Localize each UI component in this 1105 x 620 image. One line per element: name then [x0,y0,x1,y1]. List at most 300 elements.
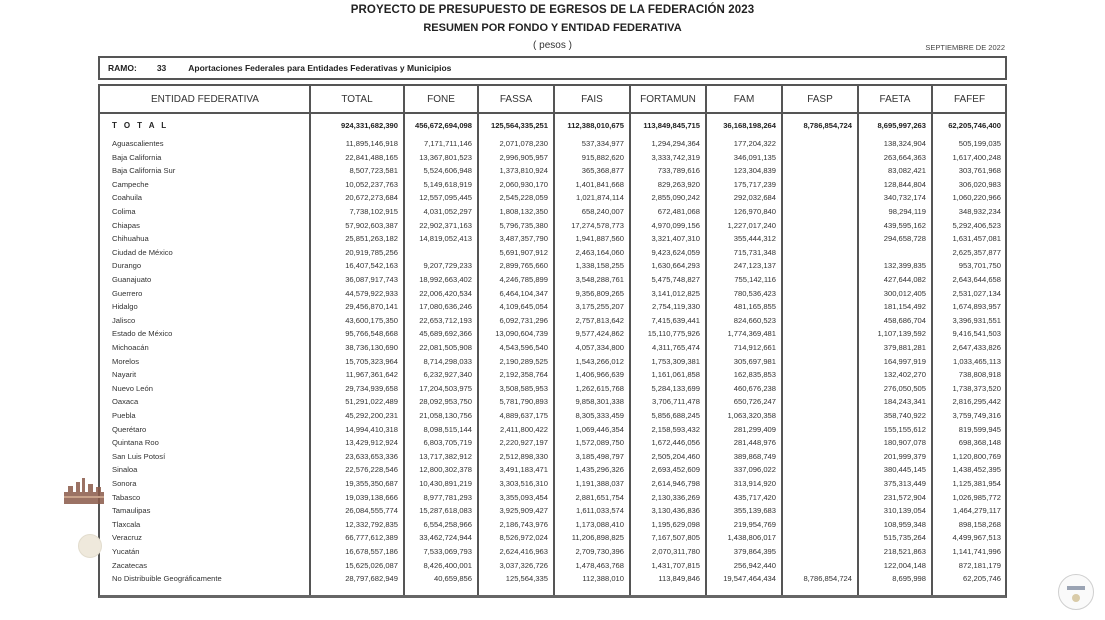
amount-cell: 218,521,863 [883,547,926,556]
amount-cell: 1,173,088,410 [575,519,624,529]
amount-cell: 3,925,909,427 [499,506,548,516]
amount-cell: 1,774,369,481 [727,329,776,339]
amount-cell: 126,970,840 [733,207,776,216]
amount-cell: 1,674,893,957 [952,302,1001,312]
column-header: FASP [807,93,833,105]
amount-cell: 15,110,775,926 [647,329,700,339]
amount-cell [782,477,852,490]
amount-cell: 18,992,663,402 [419,275,472,284]
entity-name-cell: Yucatán [112,547,140,556]
amount-cell: 15,705,323,964 [345,356,398,366]
amount-cell: 1,631,457,081 [952,234,1001,244]
amount-cell [782,518,852,531]
amount-cell: 138,324,904 [883,139,926,148]
table-row [100,259,1005,272]
amount-cell: 2,220,927,197 [499,438,548,448]
table-row [100,545,1005,558]
amount-cell: 3,706,711,478 [652,397,700,407]
entity-name-cell: Jalisco [112,315,136,325]
amount-cell: 5,856,688,245 [651,411,700,420]
table-row [100,491,1005,504]
table-row [100,518,1005,531]
table-row [100,531,1005,544]
amount-cell: 7,167,507,805 [651,533,700,543]
table-row [100,463,1005,476]
amount-cell: 305,697,981 [733,356,776,366]
amount-cell: 9,423,624,059 [651,247,700,257]
amount-cell: 231,572,904 [883,492,926,502]
entity-name-cell: Sinaloa [112,465,138,475]
entity-name-cell: Puebla [112,411,136,420]
amount-cell: 1,438,806,017 [727,533,776,543]
amount-cell: 66,777,612,389 [345,533,398,543]
amount-cell: 19,355,350,687 [345,479,398,488]
ramo-description: Aportaciones Federales para Entidades Federativas y Municipios [188,63,452,73]
amount-cell: 22,081,505,908 [419,343,472,352]
amount-cell: 112,388,010 [582,574,624,584]
amount-cell: 7,738,102,915 [349,207,398,216]
total-row [100,119,1005,132]
amount-cell: 12,332,792,835 [345,519,398,529]
amount-cell: 2,190,289,525 [499,356,548,366]
entity-name-cell: Michoacán [112,343,149,352]
amount-cell: 3,396,931,551 [952,315,1001,325]
entity-name-cell: Ciudad de México [112,247,173,257]
amount-cell: 113,849,845,715 [643,121,700,130]
entity-name-cell: Chihuahua [112,234,149,244]
amount-cell: 2,881,651,754 [575,492,624,502]
amount-cell: 3,548,288,761 [575,275,624,284]
amount-cell: 83,082,421 [887,166,926,176]
document-subtitle: RESUMEN POR FONDO Y ENTIDAD FEDERATIVA [423,22,682,34]
amount-cell: 3,130,436,836 [651,506,700,516]
amount-cell: 162,835,853 [733,370,776,380]
amount-cell: 1,941,887,560 [575,234,624,244]
amount-cell: 43,600,175,350 [345,315,398,325]
amount-cell: 38,736,130,690 [345,343,398,352]
amount-cell: 45,689,692,366 [419,329,472,339]
amount-cell: 8,305,333,459 [575,411,624,420]
amount-cell [782,423,852,436]
amount-cell: 13,367,801,523 [419,152,472,162]
amount-cell: 310,139,054 [883,506,926,516]
amount-cell: 8,977,781,293 [423,492,472,502]
amount-cell: 380,445,145 [883,465,926,475]
table-row [100,572,1005,585]
amount-cell [782,137,852,150]
amount-cell: 2,411,800,422 [500,424,548,434]
amount-cell [404,246,472,259]
amount-cell: 201,999,379 [883,451,926,461]
amount-cell [782,395,852,408]
amount-cell: 755,142,116 [734,275,776,284]
amount-cell: 8,098,515,144 [423,424,472,434]
amount-cell: 13,429,912,924 [345,438,398,448]
amount-cell: 177,204,322 [733,139,776,148]
amount-cell: 17,274,578,773 [571,220,624,230]
amount-cell: 98,294,119 [888,207,926,216]
table-row [100,368,1005,381]
amount-cell: 337,096,022 [733,465,776,475]
column-header: FASSA [499,93,533,105]
amount-cell: 33,462,724,944 [419,533,472,543]
amount-cell: 953,701,750 [958,261,1001,271]
table-row [100,300,1005,313]
amount-cell: 1,141,741,996 [952,547,1001,556]
amount-cell: 14,994,410,318 [345,424,398,434]
amount-cell: 36,168,198,264 [723,121,776,130]
amount-cell: 181,154,492 [883,302,926,312]
amount-cell: 184,243,341 [883,397,926,407]
amount-cell: 6,554,258,966 [423,519,472,529]
table-row [100,205,1005,218]
table-row [100,232,1005,245]
amount-cell: 19,547,464,434 [723,574,776,584]
amount-cell: 3,321,407,310 [651,234,700,244]
amount-cell: 281,448,976 [733,438,776,448]
table-row [100,287,1005,300]
amount-cell: 6,232,927,340 [423,370,472,380]
amount-cell: 650,726,247 [733,397,776,407]
amount-cell: 2,060,930,170 [499,179,548,189]
amount-cell: 3,355,093,454 [499,492,548,502]
amount-cell: 2,158,593,432 [651,424,700,434]
amount-cell: 1,060,220,966 [952,193,1001,203]
amount-cell: 44,579,922,933 [345,288,398,298]
amount-cell [782,191,852,204]
entity-name-cell: No Distribuible Geográficamente [112,574,222,584]
amount-cell: 123,304,839 [733,166,776,176]
table-row [100,219,1005,232]
amount-cell: 180,907,078 [883,438,926,448]
amount-cell: 824,660,523 [733,315,776,325]
amount-cell: 132,402,270 [883,370,926,380]
amount-cell: 10,052,237,763 [345,179,398,189]
amount-cell [782,246,852,259]
amount-cell: 1,431,707,815 [651,560,700,570]
amount-cell: 1,808,132,350 [499,207,548,216]
amount-cell: 17,080,636,246 [419,302,472,312]
entity-name-cell: Zacatecas [112,560,148,570]
amount-cell [782,327,852,340]
entity-name-cell: Morelos [112,356,140,366]
amount-cell: 2,754,119,330 [652,302,700,312]
amount-cell: 13,717,382,912 [419,451,472,461]
amount-cell: 28,092,953,750 [419,397,472,407]
amount-cell [782,559,852,572]
amount-cell: 1,611,033,574 [576,506,624,516]
amount-cell: 6,092,731,296 [499,315,548,325]
entity-name-cell: Quintana Roo [112,438,159,448]
amount-cell: 2,855,090,242 [651,193,700,203]
amount-cell: 1,672,446,056 [651,438,700,448]
amount-cell: 7,171,711,146 [424,139,472,148]
amount-cell: 17,204,503,975 [419,383,472,393]
amount-cell: 2,614,946,798 [651,479,700,488]
amount-cell: 8,714,298,033 [423,356,472,366]
amount-cell: 1,338,158,255 [575,261,624,271]
amount-cell: 23,633,653,336 [345,451,398,461]
amount-cell: 505,199,035 [958,139,1001,148]
amount-cell: 1,195,629,098 [651,519,700,529]
amount-cell: 4,499,967,513 [952,533,1001,543]
amount-cell [782,287,852,300]
amount-cell: 95,766,548,668 [345,329,398,339]
entity-name-cell: T O T A L [112,121,169,130]
amount-cell [782,205,852,218]
table-row [100,341,1005,354]
amount-cell: 11,206,898,825 [571,533,624,543]
table-row [100,450,1005,463]
amount-cell [782,314,852,327]
table-row [100,164,1005,177]
amount-cell: 5,691,907,912 [499,247,548,257]
amount-cell [782,382,852,395]
amount-cell: 2,709,730,396 [575,547,624,556]
amount-cell: 22,006,420,534 [419,288,472,298]
amount-cell: 1,464,279,117 [953,506,1001,516]
fund-summary-table [98,84,1007,598]
table-row [100,137,1005,150]
table-row [100,504,1005,517]
amount-cell: 1,373,810,924 [499,166,548,176]
amount-cell: 819,599,945 [958,424,1001,434]
amount-cell: 19,039,138,666 [345,492,398,502]
entity-name-cell: Estado de México [112,329,173,339]
amount-cell: 36,087,917,743 [345,275,398,284]
amount-cell: 9,416,541,503 [952,329,1001,339]
entity-name-cell: Aguascalientes [112,139,164,148]
entity-name-cell: San Luis Potosí [112,451,166,461]
amount-cell [782,409,852,422]
amount-cell: 29,456,870,141 [345,302,398,312]
entity-name-cell: Veracruz [112,533,142,543]
amount-cell: 8,426,400,001 [423,560,472,570]
amount-cell [782,450,852,463]
amount-cell: 439,595,162 [883,220,926,230]
amount-cell: 358,740,922 [883,411,926,420]
amount-cell: 515,735,264 [883,533,926,543]
entity-name-cell: Baja California Sur [112,166,176,176]
entity-name-cell: Nayarit [112,370,137,380]
circular-logo-icon [1058,574,1094,610]
amount-cell: 22,576,228,546 [345,465,398,475]
amount-cell: 276,050,505 [883,383,926,393]
amount-cell: 57,902,603,387 [345,220,398,230]
amount-cell: 29,734,939,658 [345,383,398,393]
table-row [100,395,1005,408]
amount-cell: 7,415,639,441 [651,315,700,325]
entity-name-cell: Guanajuato [112,275,152,284]
ramo-box [98,56,1007,80]
amount-cell: 22,902,371,163 [419,220,472,230]
amount-cell [782,164,852,177]
amount-cell [782,232,852,245]
table-row [100,314,1005,327]
amount-cell: 2,624,416,963 [499,547,548,556]
amount-cell [782,545,852,558]
amount-cell: 2,996,905,957 [499,152,548,162]
amount-cell: 733,789,616 [657,166,700,176]
amount-cell: 355,444,312 [733,234,776,244]
amount-cell: 22,653,712,193 [419,315,472,325]
column-header: FORTAMUN [640,93,696,105]
amount-cell [782,368,852,381]
amount-cell: 1,069,446,354 [575,424,624,434]
amount-cell: 8,507,723,581 [349,166,398,176]
table-row [100,191,1005,204]
column-header: FAETA [879,93,911,105]
amount-cell: 2,512,898,330 [499,451,548,461]
table-row [100,246,1005,259]
amount-cell: 26,084,555,774 [345,506,398,516]
amount-cell: 256,942,440 [733,560,776,570]
amount-cell: 346,091,135 [733,152,776,162]
amount-cell: 458,686,704 [883,315,926,325]
amount-cell: 313,914,920 [733,479,776,488]
amount-cell: 28,797,682,949 [345,574,398,584]
entity-name-cell: Colima [112,207,136,216]
amount-cell: 8,526,972,024 [499,533,548,543]
amount-cell: 16,407,542,163 [345,261,398,271]
amount-cell: 1,435,296,326 [575,465,624,475]
table-row [100,355,1005,368]
entity-name-cell: Tabasco [112,492,141,502]
amount-cell: 2,899,765,660 [499,261,548,271]
amount-cell: 2,186,743,976 [499,519,548,529]
header-divider [100,112,1005,114]
entity-name-cell: Tlaxcala [112,519,141,529]
amount-cell: 247,123,137 [733,261,776,271]
amount-cell: 714,912,661 [733,343,776,352]
table-row [100,559,1005,572]
amount-cell: 62,205,746 [962,574,1001,584]
amount-cell: 481,165,855 [733,302,776,312]
amount-cell: 915,882,620 [581,152,624,162]
amount-cell: 1,406,966,639 [575,370,624,380]
amount-cell: 14,819,052,413 [419,234,472,244]
amount-cell: 10,430,891,219 [419,479,472,488]
seal-icon [78,534,102,558]
amount-cell: 2,505,204,460 [651,451,700,461]
entity-name-cell: Nuevo León [112,383,153,393]
entity-name-cell: Baja California [112,152,162,162]
ramo-label: RAMO: [108,63,137,73]
amount-cell: 5,475,748,827 [651,275,700,284]
amount-cell: 537,334,977 [581,139,624,148]
amount-cell: 8,695,997,263 [877,121,926,130]
amount-cell: 4,031,052,297 [423,207,472,216]
amount-cell: 11,895,146,918 [345,139,398,148]
amount-cell: 780,536,423 [733,288,776,298]
table-row [100,178,1005,191]
amount-cell: 4,109,645,054 [499,302,548,312]
document-date: SEPTIEMBRE DE 2022 [925,43,1005,52]
amount-cell: 1,572,089,750 [575,438,624,448]
amount-cell: 2,071,078,230 [499,139,548,148]
amount-cell [782,273,852,286]
amount-cell: 738,808,918 [958,370,1001,380]
amount-cell: 25,851,263,182 [345,234,398,244]
amount-cell: 698,368,148 [958,438,1001,448]
amount-cell: 292,032,684 [733,193,776,203]
amount-cell: 924,331,682,390 [340,121,398,130]
amount-cell: 175,717,239 [733,179,776,189]
ramo-number: 33 [156,63,167,73]
entity-name-cell: Durango [112,261,142,271]
amount-cell: 132,399,835 [883,261,926,271]
amount-cell: 122,004,148 [883,560,926,570]
amount-cell: 3,487,357,790 [499,234,548,244]
amount-cell: 2,463,164,060 [575,247,624,257]
amount-cell: 1,033,465,113 [953,356,1001,366]
amount-cell: 3,333,742,319 [651,152,700,162]
entity-name-cell: Guerrero [112,288,143,298]
table-row [100,477,1005,490]
entity-name-cell: Chiapas [112,220,140,230]
amount-cell: 20,672,273,684 [345,193,398,203]
amount-cell: 4,889,637,175 [499,411,548,420]
amount-cell: 2,647,433,826 [952,343,1001,352]
table-row [100,423,1005,436]
document-title: PROYECTO DE PRESUPUESTO DE EGRESOS DE LA FEDERACIÓN 2023 [350,4,755,16]
amount-cell: 5,524,606,948 [423,166,472,176]
amount-cell: 898,158,268 [958,519,1001,529]
amount-cell: 40,659,856 [433,574,472,584]
amount-cell: 3,759,749,316 [952,411,1001,420]
amount-cell: 672,481,068 [657,207,700,216]
amount-cell: 1,294,294,364 [651,139,700,148]
amount-cell: 12,800,302,378 [419,465,472,475]
amount-cell [782,491,852,504]
amount-cell: 1,738,373,520 [952,383,1001,393]
table-row [100,273,1005,286]
amount-cell: 1,161,061,858 [651,370,700,380]
amount-cell [782,219,852,232]
column-header: FAFEF [953,93,986,105]
amount-cell: 306,020,983 [958,179,1001,189]
entity-name-cell: Querétaro [112,424,147,434]
amount-cell: 9,858,301,338 [575,397,624,407]
amount-cell: 355,139,683 [733,506,776,516]
amount-cell: 125,564,335,251 [490,121,548,130]
column-header: FONE [427,93,455,105]
entity-name-cell: Tamaulipas [112,506,151,516]
amount-cell: 1,617,400,248 [952,152,1001,162]
amount-cell: 12,557,095,445 [419,193,472,203]
amount-cell: 263,664,363 [883,152,926,162]
table-row [100,327,1005,340]
amount-cell: 164,997,919 [883,356,926,366]
amount-cell: 8,695,998 [892,574,926,584]
amount-cell: 15,287,618,083 [419,506,472,516]
amount-cell: 715,731,348 [733,247,776,257]
amount-cell: 8,786,854,724 [803,574,852,584]
amount-cell: 456,672,694,098 [414,121,472,130]
amount-cell: 658,240,007 [581,207,624,216]
amount-cell: 2,192,358,764 [499,370,548,380]
amount-cell: 4,246,785,899 [499,275,548,284]
amount-cell: 112,388,010,675 [567,121,624,130]
amount-cell: 2,130,336,269 [651,492,700,502]
amount-cell: 460,676,238 [733,383,776,393]
table-row [100,382,1005,395]
amount-cell: 1,227,017,240 [727,220,776,230]
amount-cell: 300,012,405 [883,288,926,298]
amount-cell: 45,292,200,231 [345,411,398,420]
units-label: ( pesos ) [533,40,572,51]
entity-name-cell: Hidalgo [112,302,138,312]
